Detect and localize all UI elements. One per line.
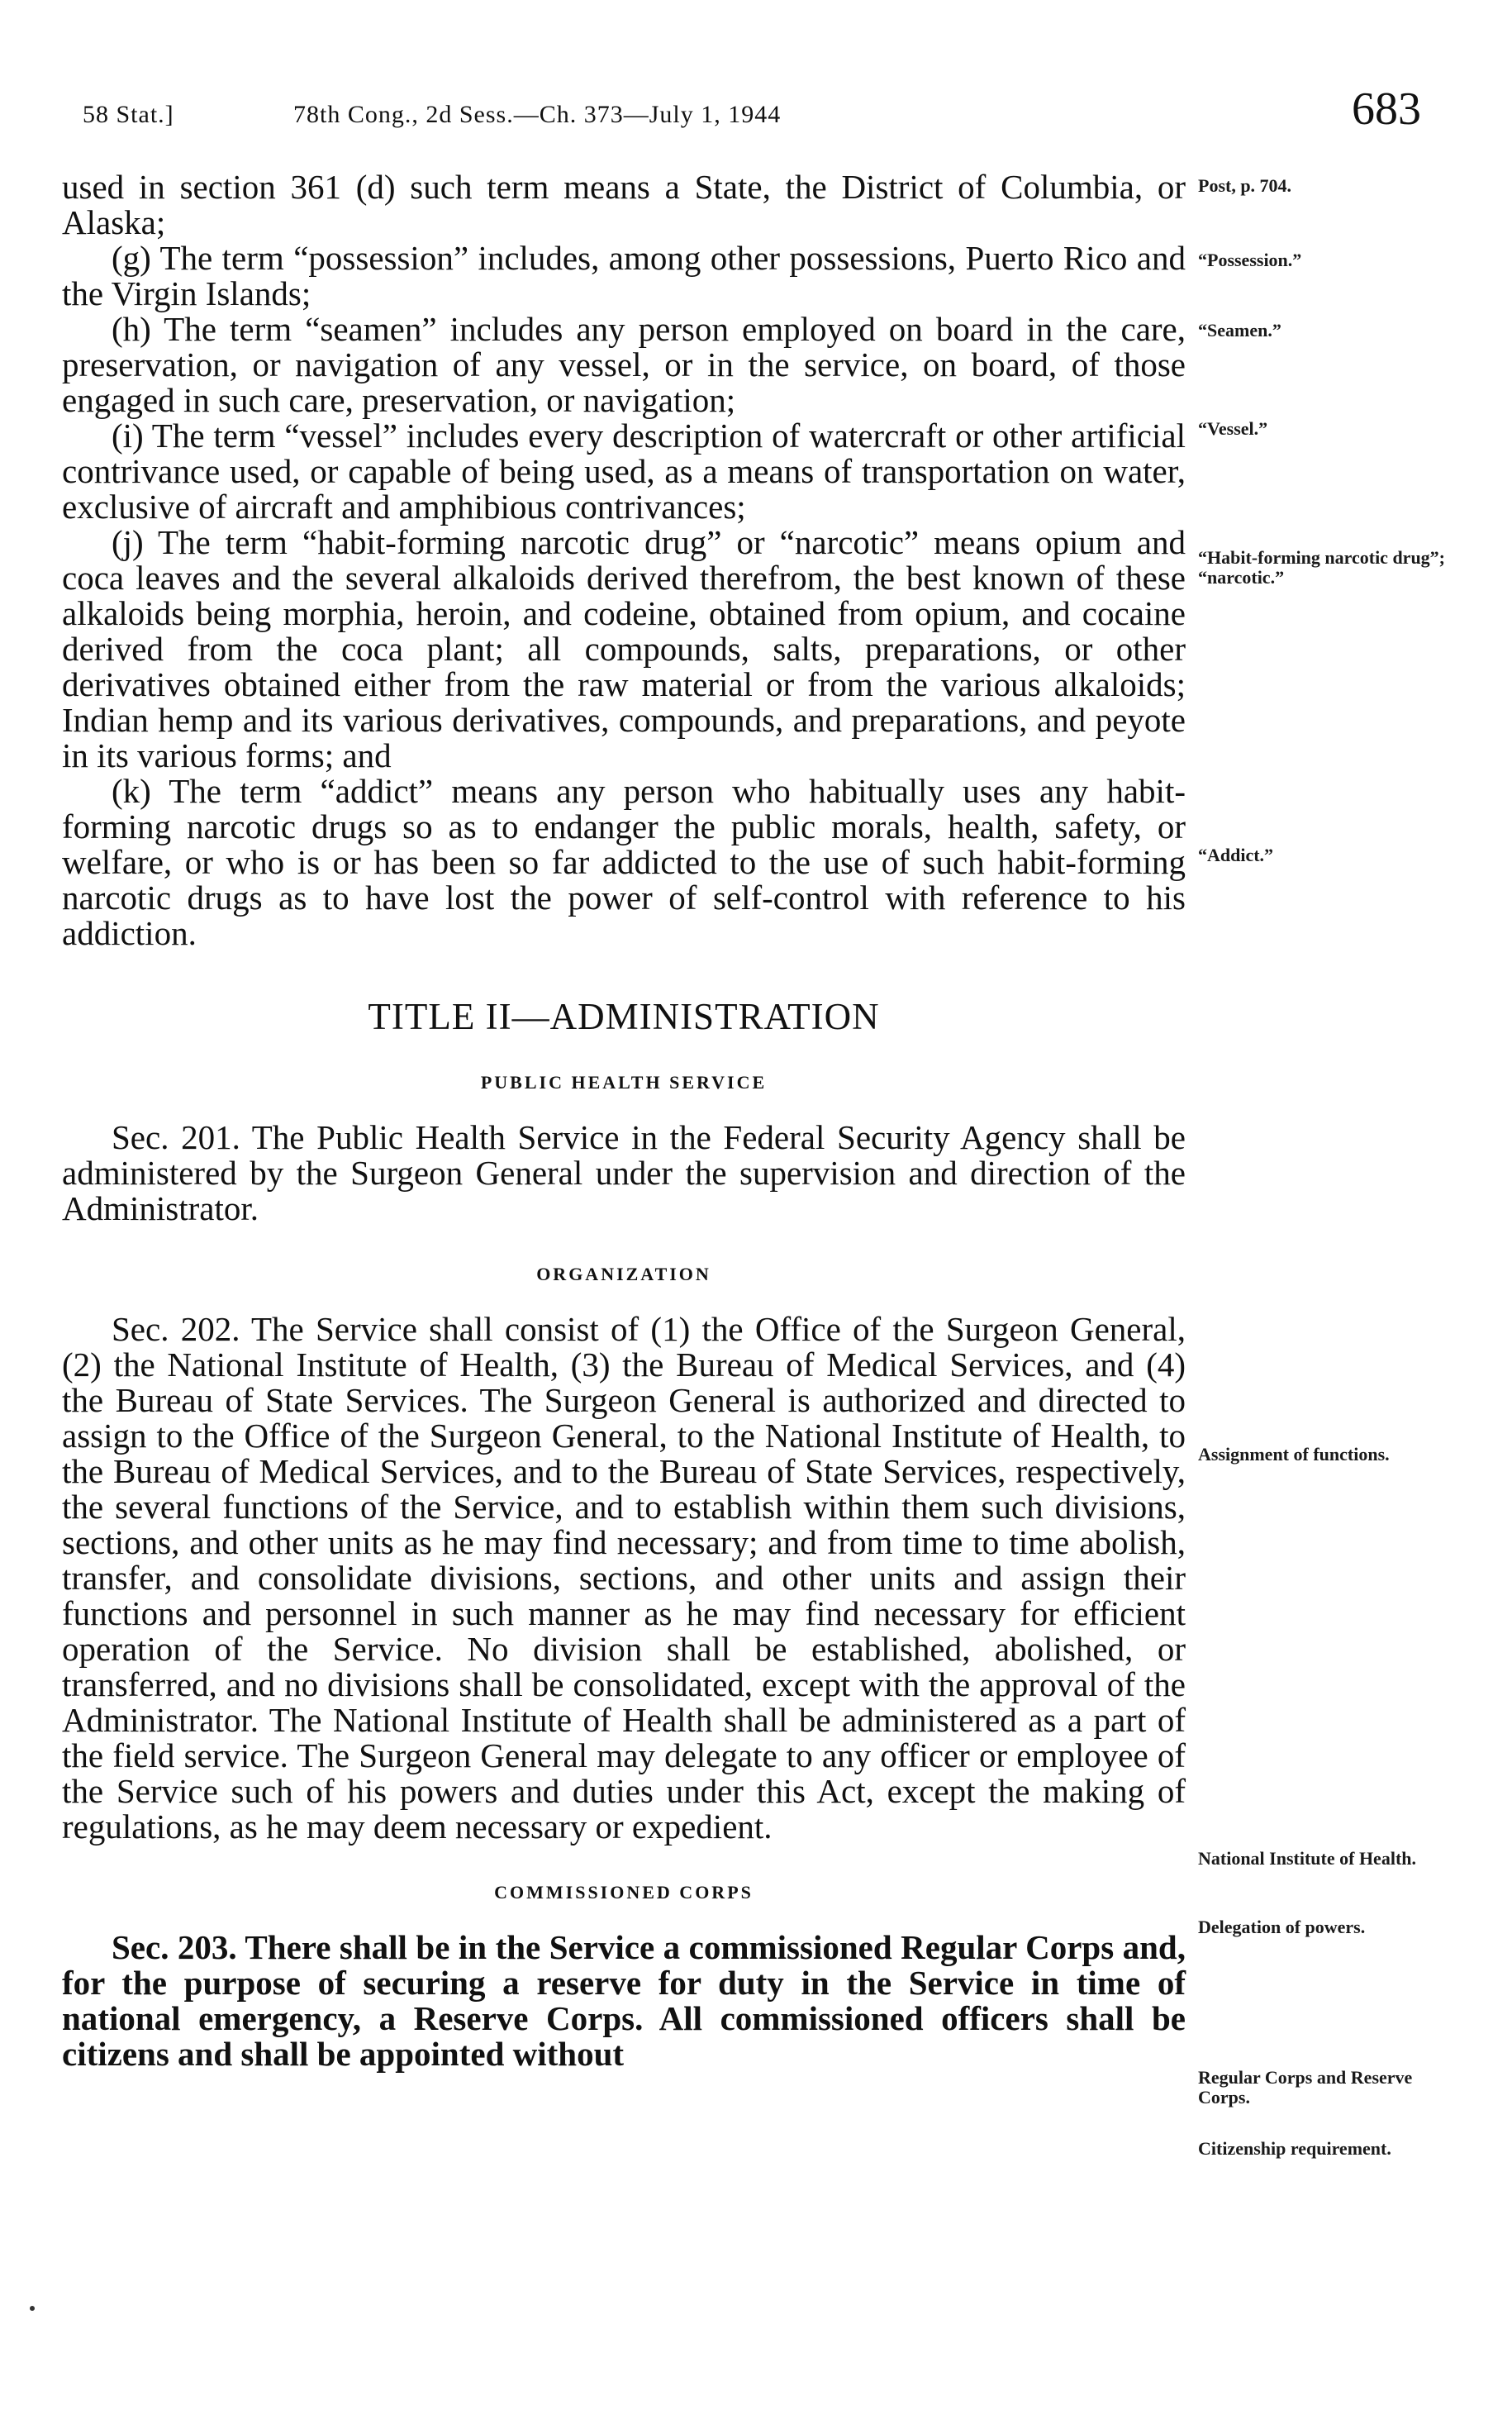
margin-note-possession: “Possession.” [1198, 250, 1302, 270]
section-203: Sec. 203. There shall be in the Service a commissioned Regular Corps and, for the purpose of securing a reserve for duty in the Service in time of national emergency, a Reserve Corps. All commissioned officers shall be citizens and shall be appointed without [62, 1928, 1186, 2073]
margin-note-addict: “Addict.” [1198, 845, 1274, 865]
paragraph-continued: used in section 361 (d) such term means a State, the District of Columbia, or Alaska; [62, 168, 1186, 241]
paragraph-g-possession: (g) The term “possession” includes, among other possessions, Puerto Rico and the Virgin Islands; [62, 239, 1186, 312]
margin-note-vessel: “Vessel.” [1198, 418, 1268, 439]
section-heading-public-health: PUBLIC HEALTH SERVICE [480, 1072, 768, 1093]
page-number: 683 [1352, 83, 1421, 135]
margin-note-narcotic: “Habit-forming narcotic drug”; “narcotic.” [1198, 547, 1446, 588]
title-heading: TITLE II—ADMINISTRATION [368, 996, 880, 1037]
margin-note-post: Post, p. 704. [1198, 175, 1292, 196]
paragraph-k-addict: (k) The term “addict” means any person who habitually uses any habit-forming narcotic drugs so as to endanger the public morals, health, safety, or welfare, or who is or has been so far addicted to the use of such habit-forming narcotic drugs as to have lost the power of self-control with reference to his addiction. [62, 772, 1186, 952]
margin-note-seamen: “Seamen.” [1198, 320, 1281, 341]
section-heading-organization: ORGANIZATION [536, 1264, 711, 1284]
running-header [41, 83, 1421, 149]
paragraph-i-vessel: (i) The term “vessel” includes every description of watercraft or other artificial contrivance used, or capable of being used, as a means of transportation on water, exclusive of aircraft and amphibious contrivances; [62, 417, 1186, 526]
statute-volume: 58 Stat.] [83, 101, 174, 128]
section-202: Sec. 202. The Service shall consist of (1) the Office of the Surgeon General, (2) the National Institute of Health, (3) the Bureau of Medical Services, and (4) the Bureau of State Services. The Surgeon General is authorized and directed to assign to the Office of the Surgeon General, to the National Institute of Health, to the Bureau of Medical Services, and to the Bureau of State Services, respectively, the several functions of the Service, and to establish within them such divisions, sections, and other units as he may find necessary; and from time to time abolish, transfer, and consolidate divisions, sections, and other units and assign their functions and personnel in such manner as he may find necessary for efficient operation of the Service. No division shall be established, abolished, or transferred, and no divisions shall be consolidated, except with the approval of the Administrator. The National Institute of Health shall be administered as a part of the field service. The Surgeon General may delegate to any officer or employee of the Service such of his powers and duties under this Act, except the making of regulations, as he may deem necessary or expedient. [62, 1310, 1186, 1846]
paragraph-h-seamen: (h) The term “seamen” includes any person employed on board in the care, preservation, or navigation of any vessel, or in the service, on board, of those engaged in such care, preservation, or navigation; [62, 310, 1186, 419]
margin-note-delegation: Delegation of powers. [1198, 1917, 1366, 1937]
session-chapter-line: 78th Cong., 2d Sess.—Ch. 373—July 1, 1944 [293, 101, 782, 128]
margin-note-assignment: Assignment of functions. [1198, 1444, 1390, 1465]
section-201: Sec. 201. The Public Health Service in the Federal Security Agency shall be administered by the Surgeon General under the supervision and direction of the Administrator. [62, 1118, 1186, 1227]
margin-note-nih: National Institute of Health. [1198, 1848, 1416, 1869]
section-heading-commissioned-corps: COMMISSIONED CORPS [494, 1882, 754, 1903]
margin-note-citizenship: Citizenship requirement. [1198, 2138, 1391, 2159]
scan-speck [30, 2306, 35, 2311]
paragraph-j-narcotic: (j) The term “habit-forming narcotic drug” or “narcotic” means opium and coca leaves and the several alkaloids derived therefrom, the best known of these alkaloids being morphia, heroin, and codeine, obtained from opium, and cocaine derived from the coca plant; all compounds, salts, preparations, or other derivatives obtained either from the raw material or from the various alkaloids; Indian hemp and its various derivatives, compounds, and preparations, and peyote in its various forms; and [62, 523, 1186, 774]
main-text-column [62, 169, 1186, 2072]
margin-note-regular-corps: Regular Corps and Reserve Corps. [1198, 2067, 1413, 2108]
